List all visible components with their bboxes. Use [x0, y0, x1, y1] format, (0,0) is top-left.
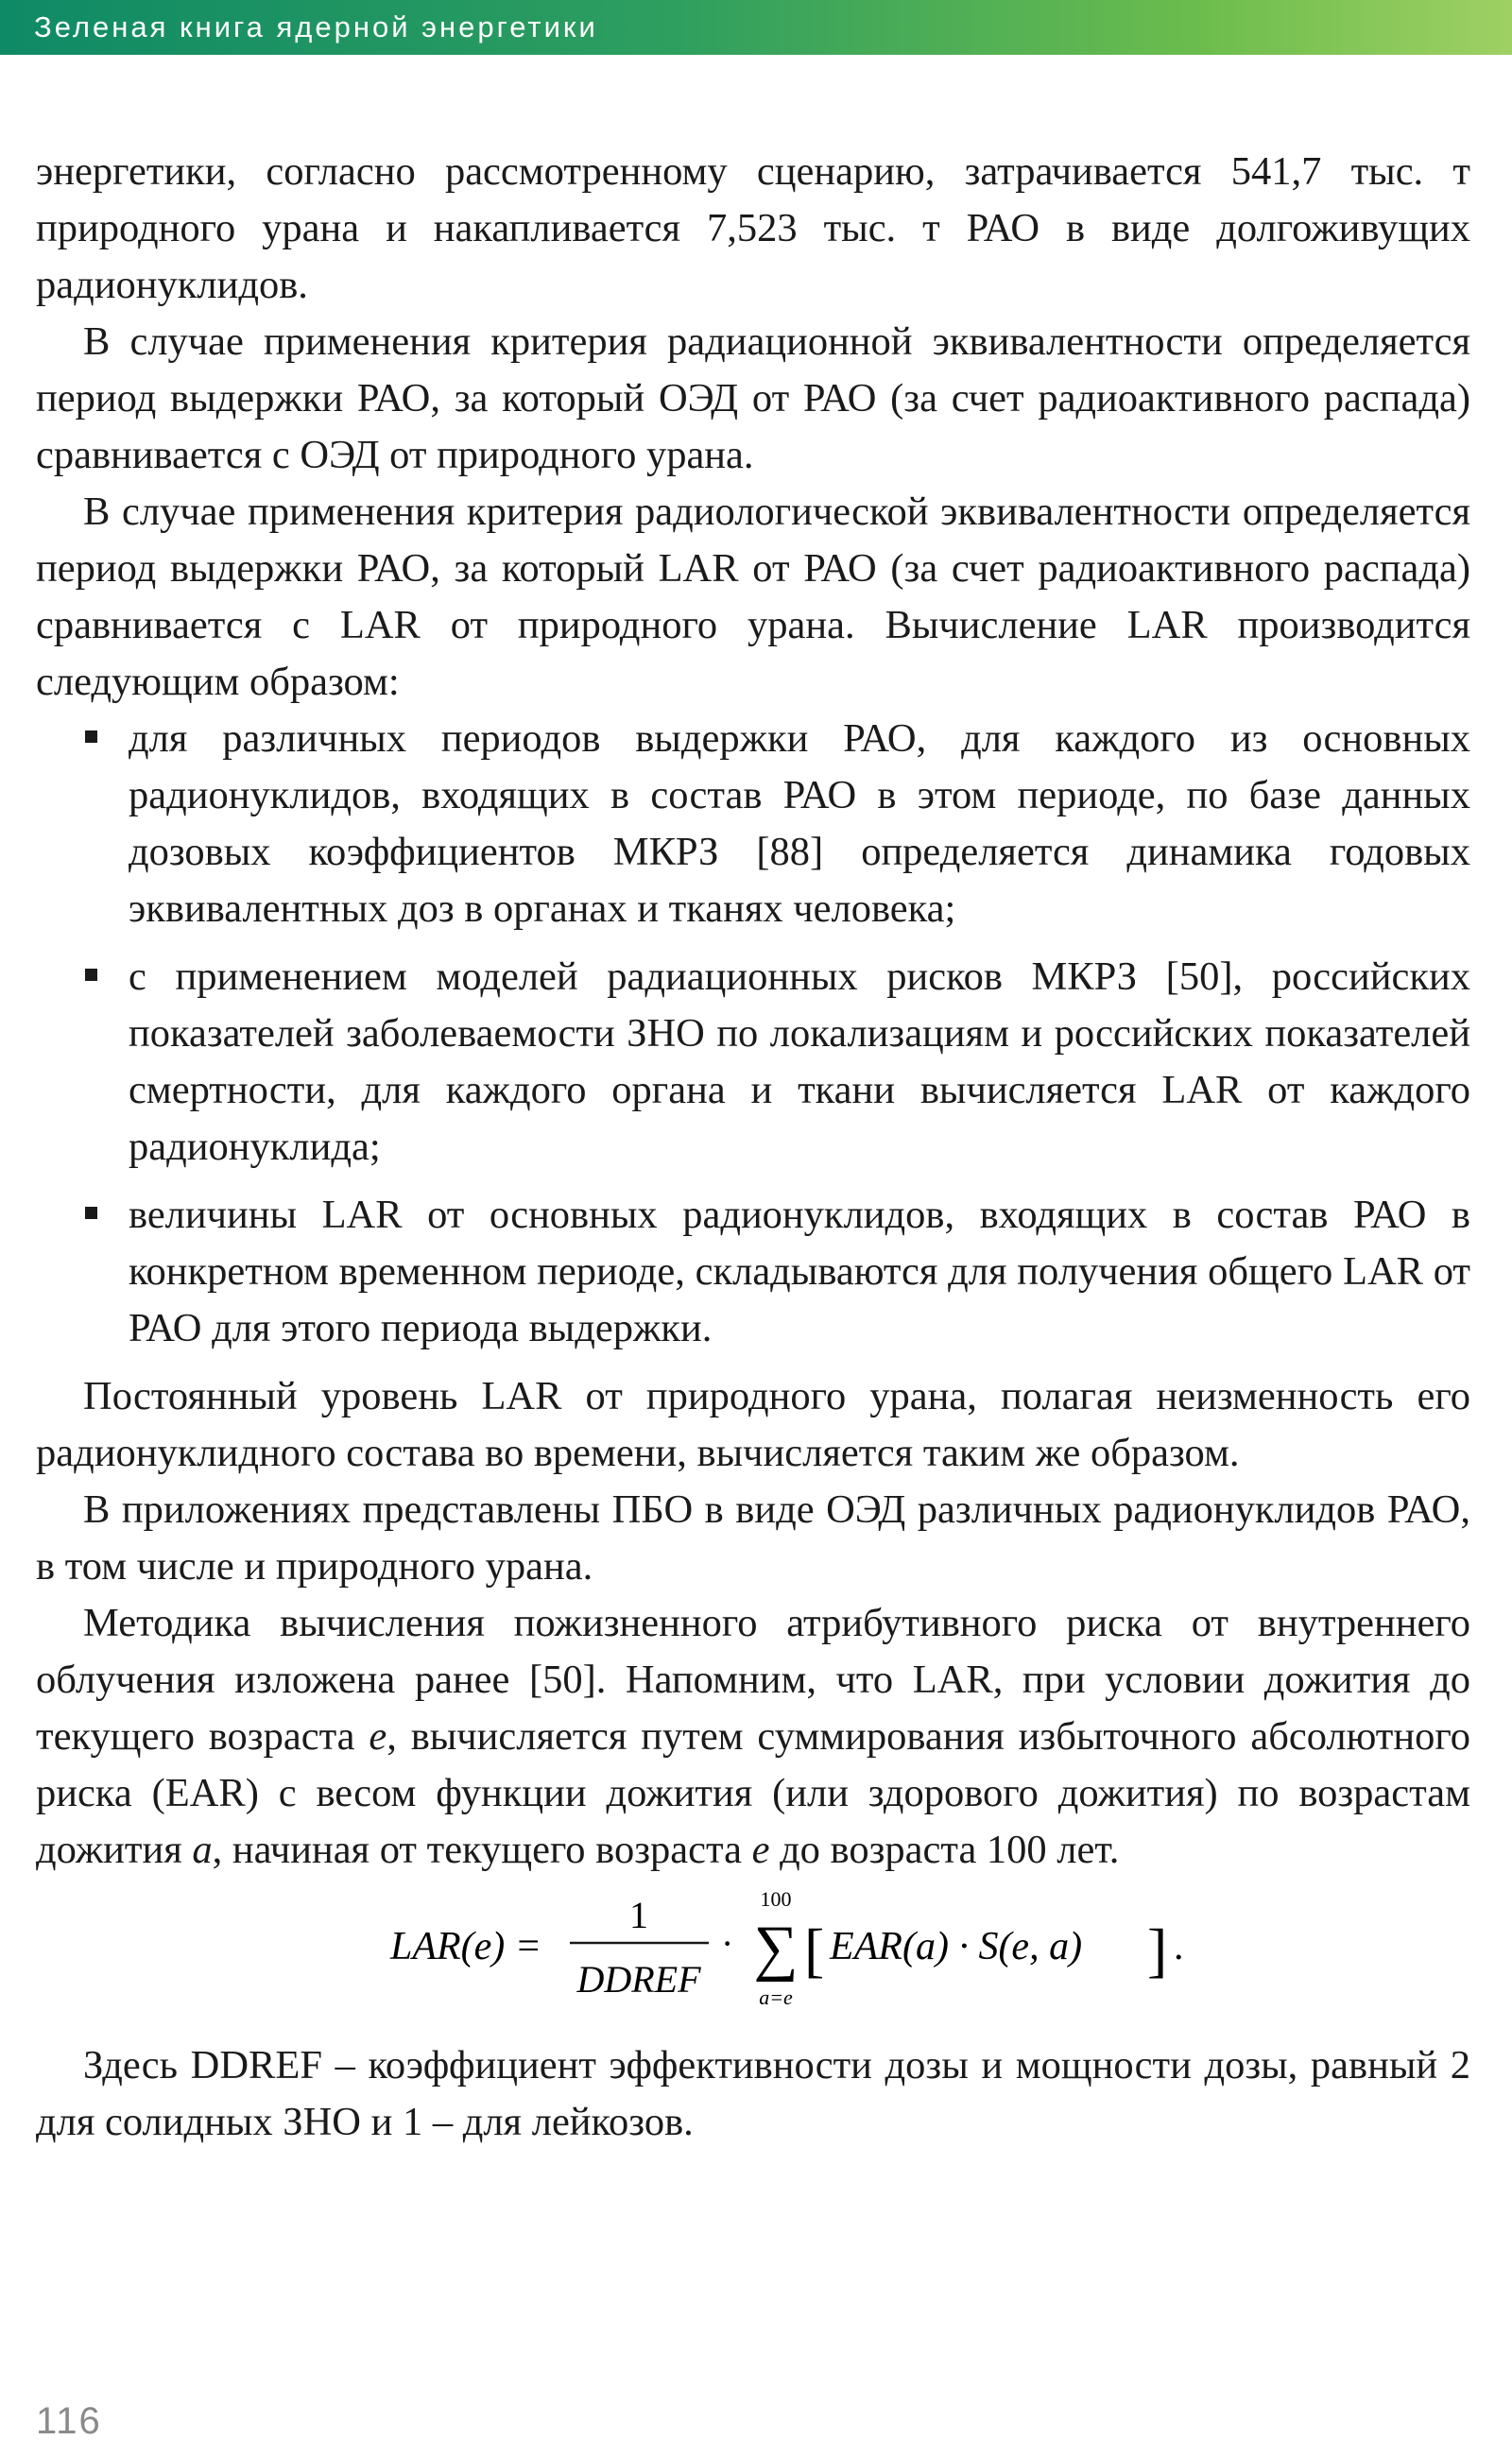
bracket-open: [ [804, 1916, 825, 1984]
methodology-text-4: до возраста 100 лет. [769, 1828, 1120, 1872]
methodology-text-3: , начиная от текущего возраста [212, 1828, 752, 1872]
list-item-text: с применением моделей радиационных рисков МКРЗ [50], российских показателей заболеваемости ЗНО по локализациям и российских показателей смертности, для каждого органа и ткани вычисляется LAR от каждого радионуклида; [129, 954, 1470, 1169]
list-item-text: для различных периодов выдержки РАО, для каждого из основных радионуклидов, входящих в состав РАО в этом периоде, по базе данных дозовых коэффициентов МКРЗ [88] определяется динамика годовых эквивалентных доз в органах и тканях человека; [129, 716, 1470, 931]
formula-numerator: 1 [629, 1894, 648, 1936]
methodology-text-1: Методика вычисления пожизненного атрибутивного риска от внутреннего облучения изложена ранее [50]. Напомним, что LAR, при условии дожития до текущего возраста [36, 1601, 1470, 1759]
paragraph-natural-uranium: Постоянный уровень LAR от природного урана, полагая неизменность его радионуклидного состава во времени, вычисляется таким же образом. [36, 1374, 1470, 1475]
list-item-text: величины LAR от основных радионуклидов, входящих в состав РАО в конкретном временном периоде, складываются для получения общего LAR от РАО для этого периода выдержки. [129, 1193, 1470, 1350]
formula-end: . [1174, 1925, 1184, 1968]
variable-e: e [751, 1828, 770, 1872]
book-title: Зеленая книга ядерной энергетики [34, 10, 598, 43]
square-bullet-icon [85, 1207, 97, 1219]
sum-symbol: ∑ [753, 1914, 799, 1983]
page-body [36, 144, 1470, 2151]
paragraph-methodology [36, 1595, 1470, 1879]
paragraph-appendices: В приложениях представлены ПБО в виде ОЭД различных радионуклидов РАО, в том числе и природного урана. [36, 1487, 1470, 1589]
lar-formula [36, 1881, 1470, 2032]
paragraph-continuation: энергетики, согласно рассмотренному сценарию, затрачивается 541,7 тыс. т природного урана и накапливается 7,523 тыс. т РАО в виде долгоживущих радионуклидов. [36, 149, 1470, 307]
header-band [0, 0, 1512, 55]
list-item [36, 711, 1470, 937]
formula-lhs: LAR(e) = [390, 1925, 542, 1968]
sum-upper-limit: 100 [760, 1887, 792, 1911]
bracket-close: ] [1147, 1916, 1168, 1984]
formula-multiply-dot: · [721, 1922, 734, 1965]
formula-denominator: DDREF [576, 1958, 701, 2001]
square-bullet-icon [85, 969, 97, 981]
variable-a: a [192, 1828, 213, 1872]
methodology-text-2: , вычисляется путем суммирования избыточного абсолютного риска (EAR) с весом функции дожития (или здорового дожития) по возрастам дожития [36, 1714, 1470, 1872]
list-item [36, 949, 1470, 1176]
paragraph-radiological-equivalence: В случае применения критерия радиологической эквивалентности определяется период выдержки РАО, за который LAR от РАО (за счет радиоактивного распада) сравнивается с LAR от природного урана. Вычисление LAR производится следующим образом: [36, 490, 1470, 704]
lar-steps-list [36, 711, 1470, 1357]
page-number: 116 [36, 2400, 102, 2442]
list-item [36, 1187, 1470, 1357]
formula-term: EAR(a) · S(e, a) [830, 1925, 1083, 1968]
paragraph-ddref: Здесь DDREF – коэффициент эффективности дозы и мощности дозы, равный 2 для солидных ЗНО и 1 – для лейкозов. [36, 2043, 1470, 2144]
paragraph-radiation-equivalence: В случае применения критерия радиационной эквивалентности определяется период выдержки РАО, за который ОЭД от РАО (за счет радиоактивного распада) сравнивается с ОЭД от природного урана. [36, 319, 1470, 477]
sum-lower-limit: a=e [759, 1985, 793, 2009]
square-bullet-icon [85, 730, 97, 743]
variable-e: e [369, 1714, 387, 1759]
